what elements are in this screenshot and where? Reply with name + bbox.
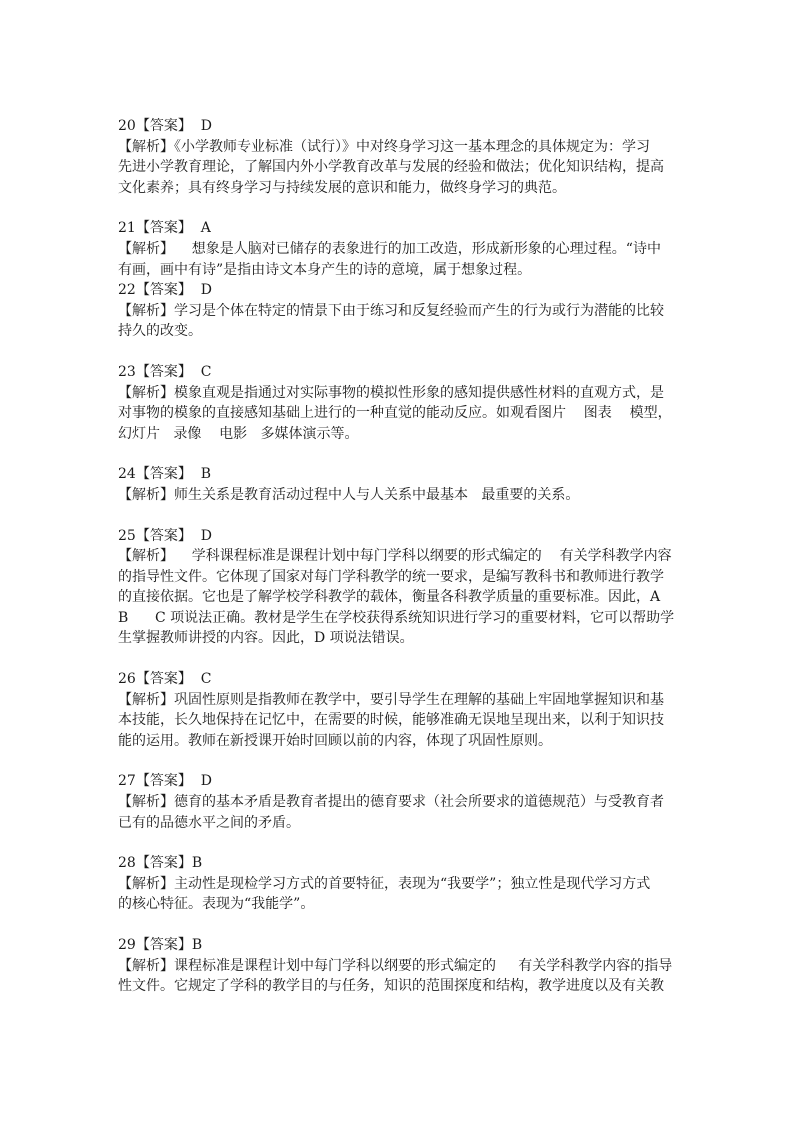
document-page [118, 116, 678, 1017]
answer-line: 25【答案】 D [118, 527, 212, 544]
explanation-line: 【解析】师生关系是教育活动过程中人与人关系中最基本 最重要的关系。 [118, 486, 580, 503]
answer-entry-21 [118, 218, 678, 280]
explanation-line: 性文件。它规定了学科的教学目的与任务，知识的范围探度和结构，教学进度以及有关教 [118, 978, 664, 995]
explanation-line: 能的运用。教师在新授课开始时回顾以前的内容，体现了巩固性原则。 [118, 732, 552, 749]
explanation-line: 的直接依据。它也是了解学校学科教学的载体，衡量各科教学质量的重要标准。因此，A [118, 589, 661, 606]
explanation-line: 【解析】德育的基本矛盾是教育者提出的德育要求（社会所要求的道德规范）与受教育者 [118, 794, 664, 811]
explanation-line: 【解析】 想象是人脑对已储存的表象进行的加工改造，形成新形象的心理过程。“诗中 [118, 240, 661, 257]
answer-line: 21【答案】 A [118, 220, 211, 237]
answer-entry-22 [118, 280, 678, 342]
explanation-line: 幻灯片 录像 电影 多媒体演示等。 [118, 425, 359, 442]
answer-line: 24【答案】 B [118, 466, 212, 483]
answer-entry-24 [118, 464, 678, 505]
explanation-line: 【解析】 学科课程标准是课程计划中每门学科以纲要的形式编定的 有关学科教学内容 [118, 548, 672, 565]
explanation-line: 的指导性文件。它体现了国家对每门学科教学的统一要求，是编写教科书和教师进行教学 [118, 568, 664, 585]
explanation-line: 先进小学教育理论，了解国内外小学教育改革与发展的经验和做法；优化知识结构，提高 [118, 159, 664, 176]
answer-entry-20 [118, 116, 678, 198]
explanation-line: 【解析】巩固性原则是指教师在教学中，要引导学生在理解的基础上牢固地掌握知识和基 [118, 691, 664, 708]
explanation-line: 【解析】课程标准是课程计划中每门学科以纲要的形式编定的 有关学科教学内容的指导 [118, 957, 673, 974]
explanation-line: 本技能，长久地保持在记忆中，在需要的时候，能够准确无误地呈现出来，以利于知识技 [118, 712, 664, 729]
explanation-line: 【解析】模象直观是指通过对实际事物的模拟性形象的感知提供感性材料的直观方式，是 [118, 384, 664, 401]
explanation-line: 有画，画中有诗”是指由诗文本身产生的诗的意境，属于想象过程。 [118, 261, 532, 278]
explanation-line: 【解析】学习是个体在特定的情景下由于练习和反复经验而产生的行为或行为潜能的比较 [118, 302, 664, 319]
explanation-line: 生掌握教师讲授的内容。因此，D 项说法错误。 [118, 630, 414, 647]
explanation-line: 【解析】主动性是现检学习方式的首要特征，表现为“我要学”；独立性是现代学习方式 [118, 875, 651, 892]
answer-entry-27 [118, 771, 678, 833]
answer-line: 20【答案】 D [118, 118, 212, 134]
explanation-line: 对事物的模象的直接感知基础上进行的一种直觉的能动反应。如观看图片 图表 模型， [118, 405, 672, 422]
answer-line: 27【答案】 D [118, 773, 212, 790]
answer-entry-28 [118, 853, 678, 915]
answer-line: 29【答案】B [118, 937, 203, 953]
explanation-line: 文化素养；具有终身学习与持续发展的意识和能力，做终身学习的典范。 [118, 179, 566, 196]
explanation-line: 【解析】《小学教师专业标准（试行）》中对终身学习这一基本理念的具体规定为：学习 [118, 138, 650, 155]
answer-entry-23 [118, 362, 678, 444]
explanation-line: 已有的品德水平之间的矛盾。 [118, 814, 300, 831]
explanation-line: 持久的改变。 [118, 323, 202, 340]
answer-entry-25 [118, 526, 678, 650]
explanation-line: B C 项说法正确。教材是学生在学校获得系统知识进行学习的重要材料，它可以帮助学 [118, 609, 675, 626]
answer-line: 23【答案】 C [118, 363, 212, 380]
answer-line: 22【答案】 D [118, 282, 212, 299]
answer-entry-26 [118, 669, 678, 751]
explanation-line: 的核心特征。表现为“我能学”。 [118, 896, 315, 913]
answer-line: 26【答案】 C [118, 671, 212, 688]
answer-line: 28【答案】B [118, 855, 203, 872]
answer-entry-29 [118, 935, 678, 997]
